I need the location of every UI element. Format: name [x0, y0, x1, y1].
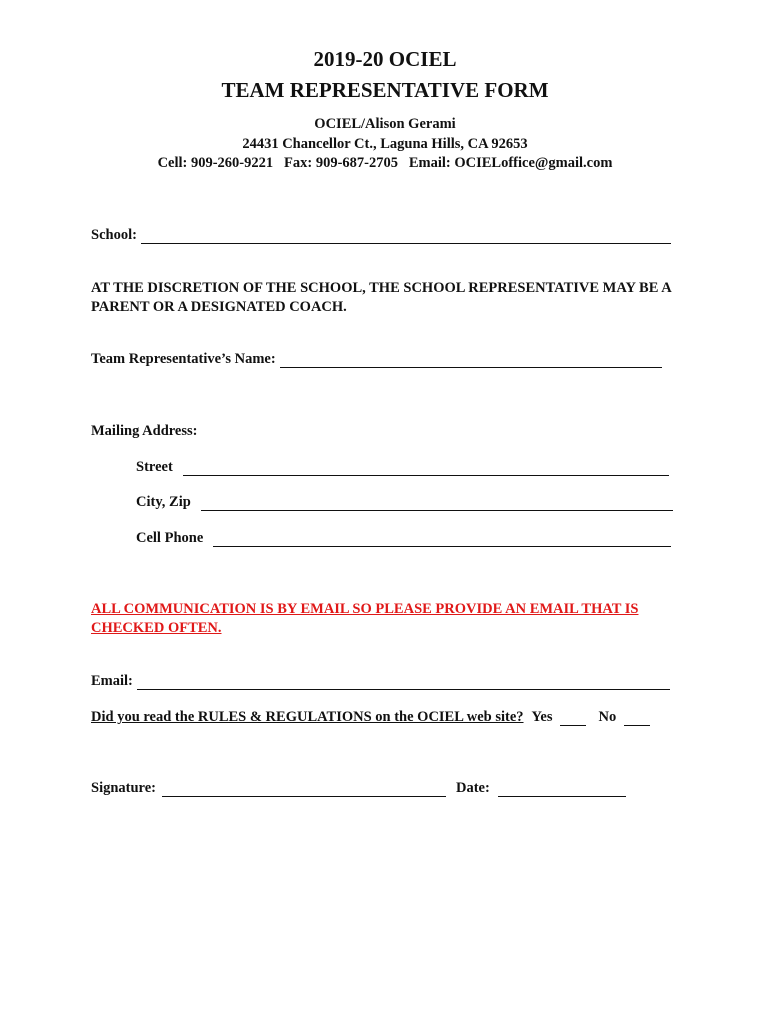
date-field[interactable] [498, 782, 626, 797]
cell-phone-label: Cell Phone [136, 530, 204, 546]
email-label: Email: [91, 673, 133, 689]
signature-row [91, 779, 626, 797]
no-field[interactable] [624, 711, 650, 726]
rules-row [91, 708, 650, 726]
street-field[interactable] [183, 461, 669, 476]
rep-name-row [91, 350, 662, 368]
cell-phone-row [136, 529, 671, 547]
school-field[interactable] [141, 229, 671, 244]
school-label: School: [91, 227, 137, 243]
yes-field[interactable] [560, 711, 586, 726]
contact-address: 24431 Chancellor Ct., Laguna Hills, CA 92653 [242, 136, 528, 152]
email-notice: ALL COMMUNICATION IS BY EMAIL SO PLEASE PROVIDE AN EMAIL THAT IS CHECKED OFTEN. [91, 601, 639, 636]
form-title-year: 2019-20 OCIEL [313, 47, 457, 71]
rules-question: Did you read the RULES & REGULATIONS on the OCIEL web site? [91, 709, 524, 725]
yes-label: Yes [531, 709, 553, 725]
no-label: No [598, 709, 617, 725]
rep-name-label: Team Representative’s Name: [91, 351, 276, 367]
street-label: Street [136, 459, 173, 475]
mailing-address-label: Mailing Address: [91, 423, 198, 439]
contact-name: OCIEL/Alison Gerami [314, 116, 456, 132]
rep-name-field[interactable] [280, 353, 662, 368]
date-label: Date: [456, 780, 490, 796]
signature-field[interactable] [162, 782, 446, 797]
school-row [91, 226, 671, 244]
contact-phones: Cell: 909-260-9221 Fax: 909-687-2705 Email: OCIELoffice@gmail.com [157, 155, 613, 171]
city-zip-label: City, Zip [136, 494, 191, 510]
cell-phone-field[interactable] [213, 532, 671, 547]
email-field[interactable] [137, 675, 670, 690]
street-row [136, 458, 669, 476]
email-row [91, 672, 670, 690]
signature-label: Signature: [91, 780, 156, 796]
city-zip-field[interactable] [201, 496, 673, 511]
city-zip-row [136, 493, 673, 511]
form-title: TEAM REPRESENTATIVE FORM [221, 78, 549, 102]
discretion-note: AT THE DISCRETION OF THE SCHOOL, THE SCHOOL REPRESENTATIVE MAY BE A PARENT OR A DESIGNATED COACH. [91, 280, 671, 315]
